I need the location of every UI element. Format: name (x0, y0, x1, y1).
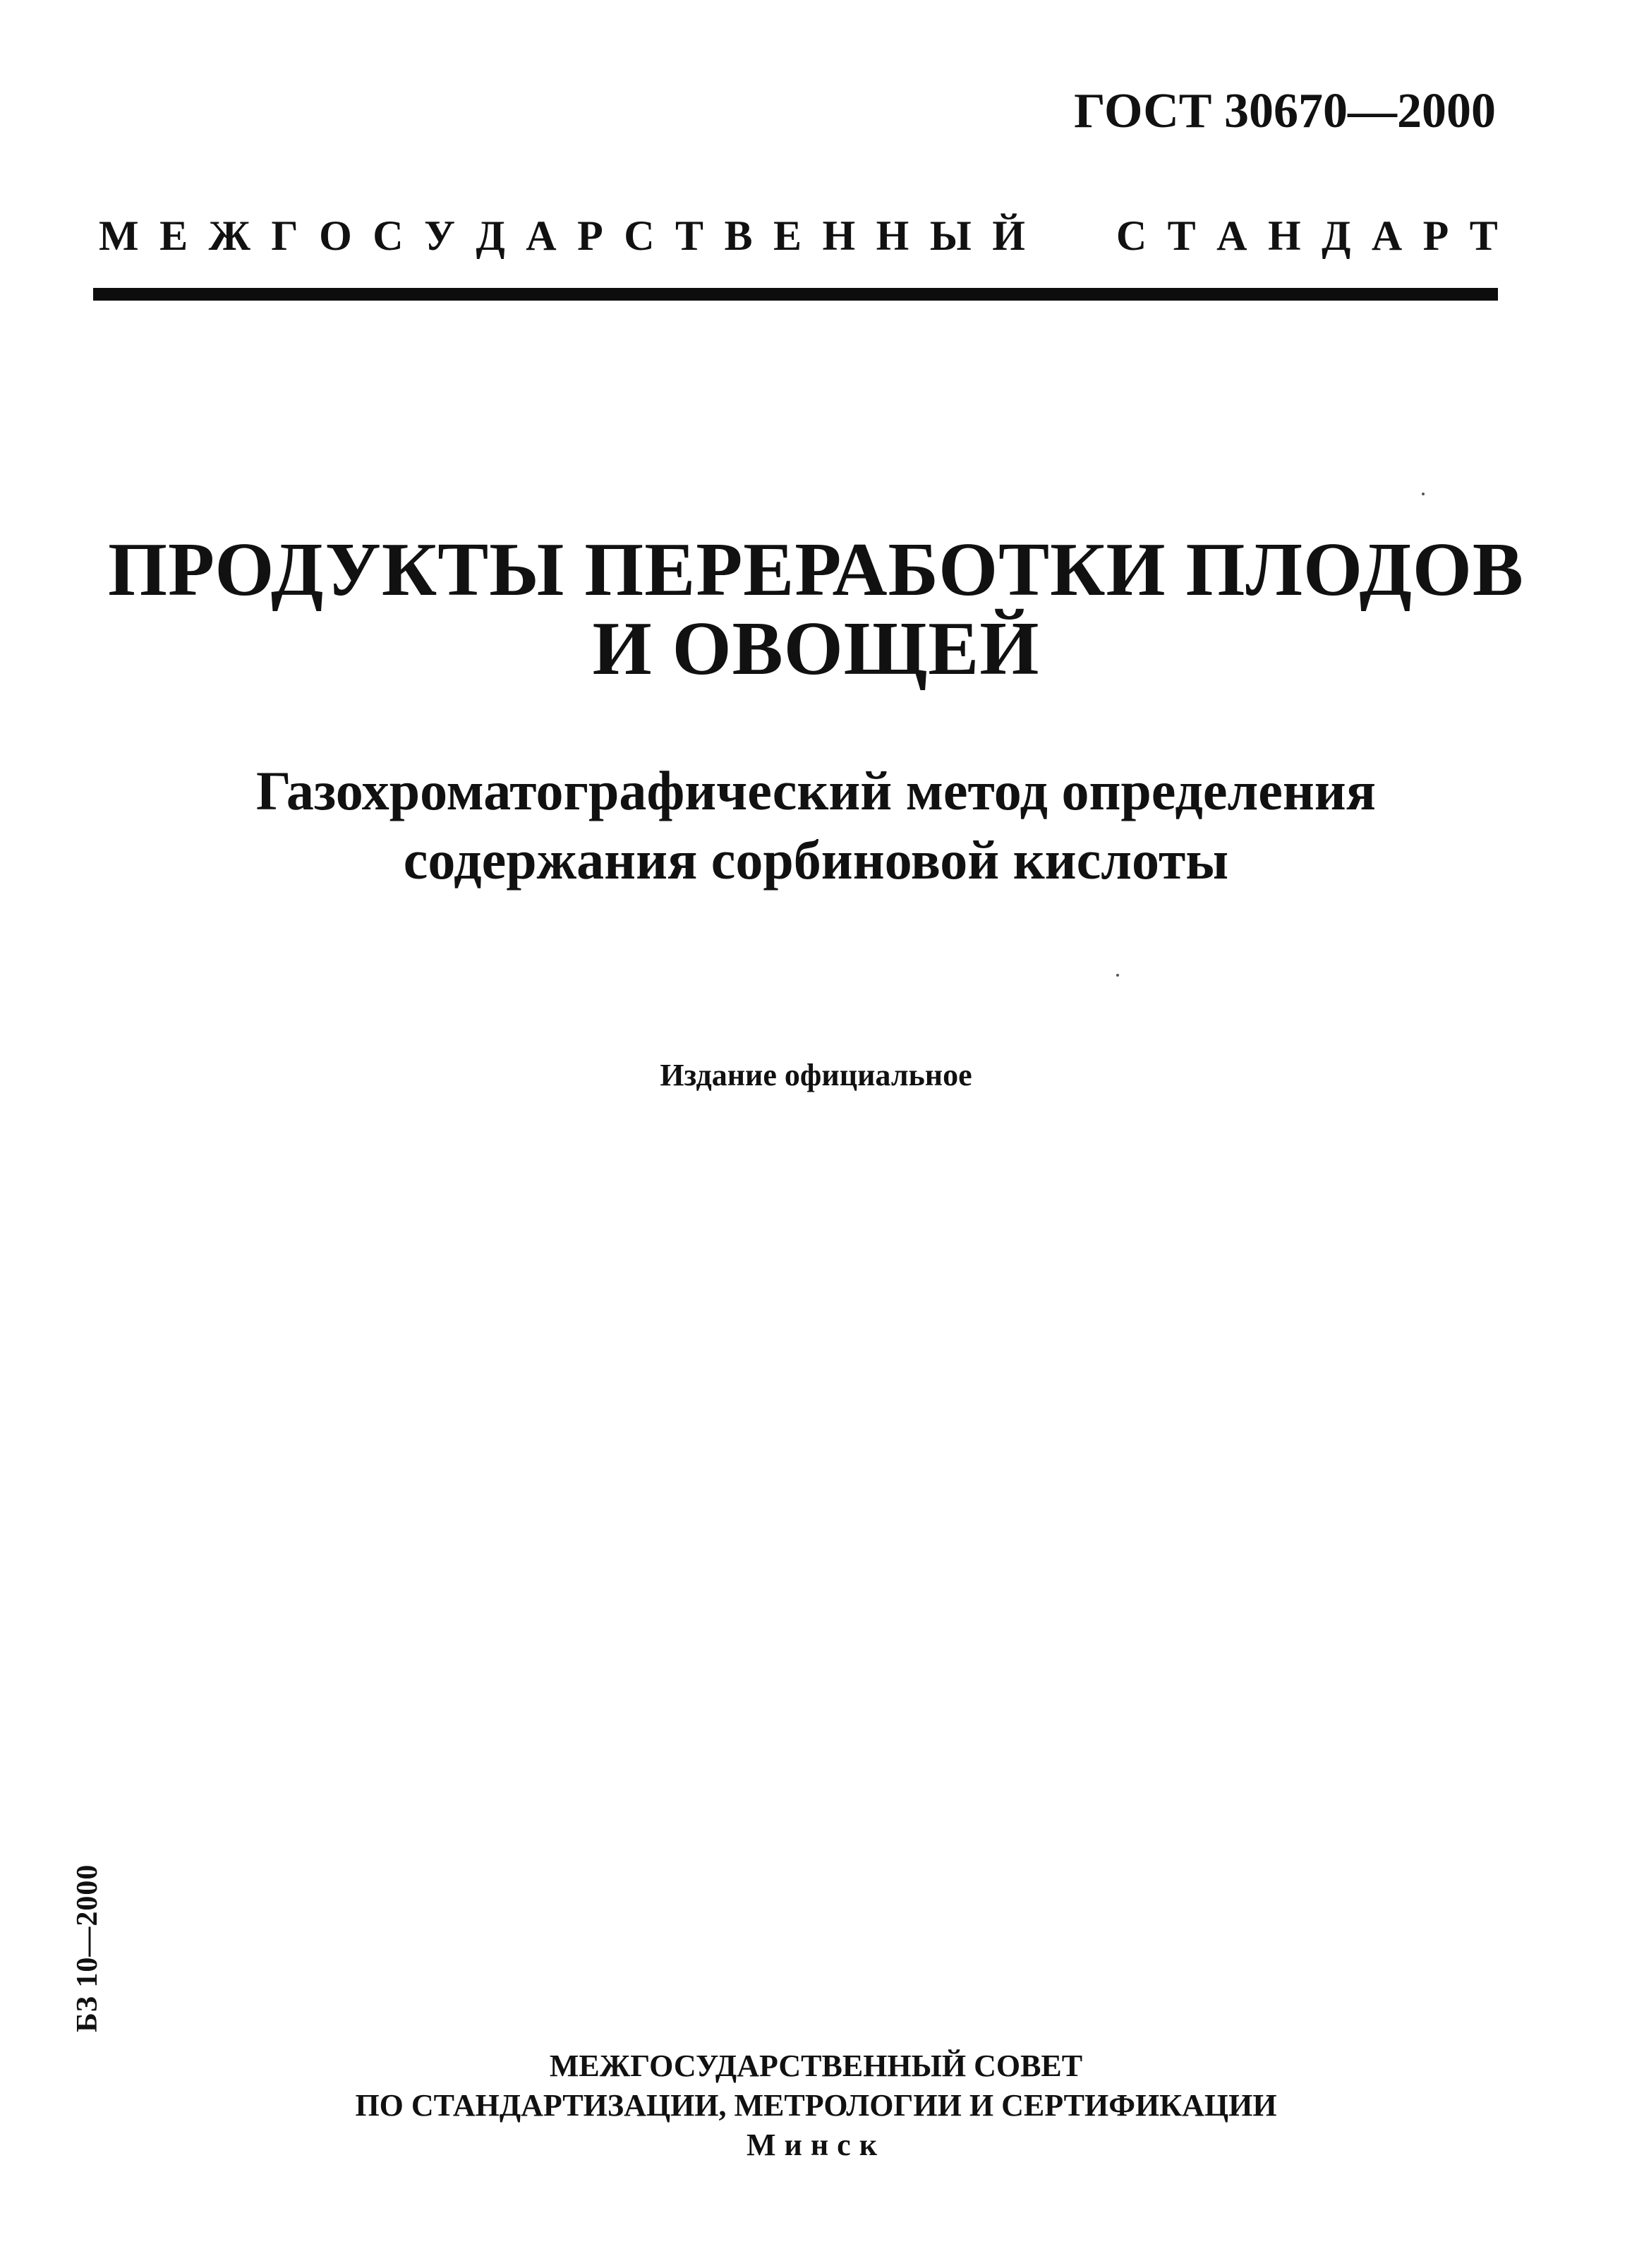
standard-type-letter: Н (822, 212, 856, 259)
document-subtitle (0, 756, 1632, 895)
word-gap (1046, 212, 1095, 260)
title-line-1: ПРОДУКТЫ ПЕРЕРАБОТКИ ПЛОДОВ (108, 528, 1524, 612)
standard-type-letter: Т (675, 212, 704, 259)
standard-type-letter: Т (1469, 212, 1498, 259)
standard-type-letter: А (1216, 212, 1247, 259)
standard-type-letter: Д (1322, 212, 1351, 259)
side-code: БЗ 10—2000 (71, 1864, 104, 2032)
title-line-2: И ОВОЩЕЙ (592, 607, 1040, 691)
header-rule (93, 288, 1498, 301)
standard-type-letter: Р (577, 212, 603, 259)
standard-type-letter: О (319, 212, 352, 259)
standard-type-letter: Е (773, 212, 802, 259)
standard-type-letter: М (99, 212, 139, 259)
subtitle-line-1: Газохроматографический метод определения (256, 760, 1376, 821)
standard-type-letter: Д (476, 212, 505, 259)
standard-type-letter: Ы (929, 212, 972, 259)
standard-type-letter: У (424, 212, 456, 259)
document-title (0, 528, 1632, 691)
standard-type-letter: Т (1167, 212, 1196, 259)
standard-type-letter: В (724, 212, 753, 259)
standard-type-letter: Ж (208, 212, 250, 259)
subtitle-line-2: содержания сорбиновой кислоты (403, 829, 1229, 891)
publisher-city: Минск (746, 2128, 886, 2162)
standard-type-letter: А (1371, 212, 1403, 259)
publisher-line-2: ПО СТАНДАРТИЗАЦИИ, МЕТРОЛОГИИ И СЕРТИФИКАЦИИ (355, 2088, 1277, 2123)
publisher-line-1: МЕЖГОСУДАРСТВЕННЫЙ СОВЕТ (549, 2049, 1083, 2083)
standard-type-letter: Н (876, 212, 909, 259)
edition-note: Издание официальное (660, 1058, 972, 1092)
scan-speck (1116, 974, 1119, 977)
standard-type-letter: Н (1267, 212, 1301, 259)
scan-speck (1422, 493, 1425, 495)
standard-type-letter: С (373, 212, 404, 259)
gost-number: ГОСТ 30670—2000 (1074, 84, 1496, 138)
standard-type-letter: Р (1422, 212, 1449, 259)
standard-type-letter: С (1116, 212, 1147, 259)
standard-type-letter: А (526, 212, 557, 259)
standard-type-letter: С (624, 212, 655, 259)
standard-type-letter: Е (159, 212, 188, 259)
standard-type-heading (99, 212, 1498, 260)
publisher-block (0, 2046, 1632, 2165)
standard-type-letter: Г (271, 212, 298, 259)
standard-type-letter: Й (992, 212, 1025, 259)
